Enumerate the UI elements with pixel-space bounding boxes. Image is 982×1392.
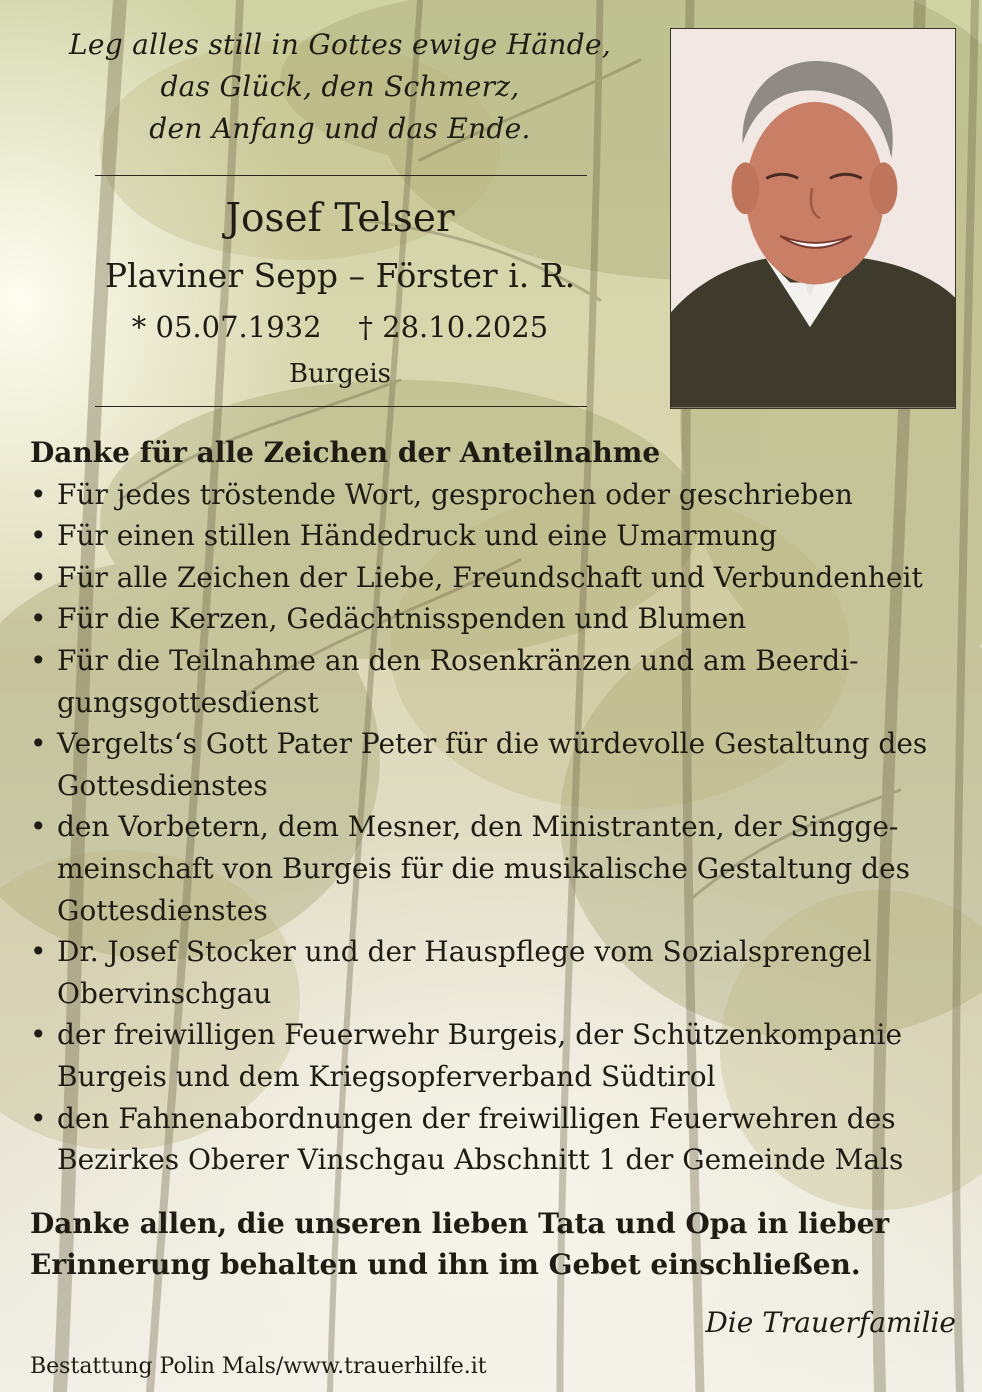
hometown: Burgeis (289, 359, 391, 389)
list-item-line: der freiwilligen Feuerwehr Burgeis, der Schützenkompanie (57, 1018, 903, 1052)
list-item-line: Für jedes tröstende Wort, gesprochen oder geschrieben (57, 477, 853, 511)
list-item (30, 474, 960, 516)
list-item (30, 640, 960, 723)
bullet: • (30, 810, 47, 844)
verse (30, 24, 650, 150)
verse-line: das Glück, den Schmerz, (160, 70, 520, 103)
bullet: • (30, 560, 47, 594)
list-item (30, 723, 960, 806)
list-item (30, 515, 960, 557)
list-item-line: meinschaft von Burgeis für die musikalische Gestaltung des (57, 851, 911, 885)
list-item-line: den Fahnenabordnungen der freiwilligen Feuerwehren des (57, 1101, 896, 1135)
bullet: • (30, 519, 47, 553)
bullet: • (30, 1018, 47, 1052)
closing-line: Danke allen, die unseren lieben Tata und Opa in lieber (30, 1207, 890, 1240)
list-item-line: Vergelts‘s Gott Pater Peter für die würdevolle Gestaltung des (57, 727, 928, 761)
bullet: • (30, 643, 47, 677)
list-item-line: gungsgottesdienst (57, 685, 319, 719)
verse-line: den Anfang und das Ende. (149, 112, 531, 145)
life-dates: * 05.07.1932 † 28.10.2025 (131, 310, 549, 344)
list-item-line: Obervinschgau (57, 976, 272, 1010)
portrait-photo-icon (671, 29, 955, 408)
list-item-line: Dr. Josef Stocker und der Hauspflege vom Sozialsprengel (57, 935, 872, 969)
list-item-line: Für die Teilnahme an den Rosenkränzen und am Beerdi- (57, 643, 859, 677)
list-item-line: Für alle Zeichen der Liebe, Freundschaft und Verbundenheit (57, 560, 923, 594)
deceased-subtitle: Plaviner Sepp – Förster i. R. (104, 256, 576, 295)
footer-credit: Bestattung Polin Mals/www.trauerhilfe.it (30, 1354, 487, 1379)
thanks-heading: Danke für alle Zeichen der Anteilnahme (30, 436, 661, 469)
bullet: • (30, 727, 47, 761)
list-item (30, 931, 960, 1014)
thanks-list (30, 474, 960, 1181)
bullet: • (30, 1101, 47, 1135)
bullet: • (30, 602, 47, 636)
list-item-line: Gottesdienstes (57, 893, 268, 927)
portrait-photo (670, 28, 956, 409)
list-item (30, 1098, 960, 1181)
divider-top (95, 175, 587, 176)
list-item-line: Burgeis und dem Kriegsopferverband Südtirol (57, 1059, 716, 1093)
list-item-line: Für einen stillen Händedruck und eine Umarmung (57, 519, 778, 553)
list-item (30, 1014, 960, 1097)
list-item-line: Bezirkes Oberer Vinschgau Abschnitt 1 der Gemeinde Mals (57, 1143, 904, 1177)
thanks-section (30, 432, 960, 1181)
list-item (30, 806, 960, 931)
list-item (30, 598, 960, 640)
list-item (30, 557, 960, 599)
divider-bottom (95, 406, 587, 407)
closing-line: Erinnerung behalten und ihn im Gebet einschließen. (30, 1248, 861, 1281)
deceased-name: Josef Telser (225, 196, 455, 241)
list-item-line: Für die Kerzen, Gedächtnisspenden und Blumen (57, 602, 747, 636)
signature: Die Trauerfamilie (705, 1306, 956, 1339)
list-item-line: den Vorbetern, dem Mesner, den Ministranten, der Singge- (57, 810, 899, 844)
bullet: • (30, 477, 47, 511)
closing-statement (30, 1203, 960, 1285)
list-item-line: Gottesdienstes (57, 768, 268, 802)
verse-line: Leg alles still in Gottes ewige Hände, (68, 28, 612, 61)
bullet: • (30, 935, 47, 969)
